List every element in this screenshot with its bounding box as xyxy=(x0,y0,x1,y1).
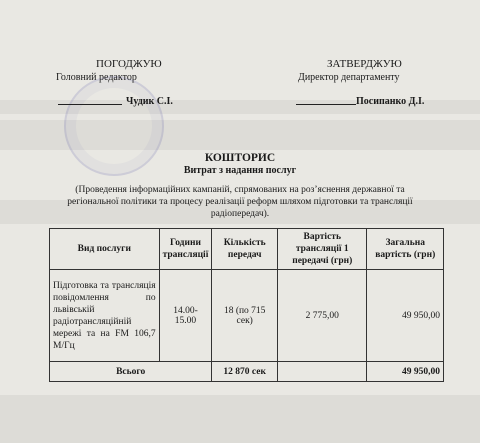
footer-empty xyxy=(278,362,367,382)
header-count: Кількість передач xyxy=(212,229,278,270)
table-footer-row xyxy=(50,362,444,382)
cell-hours: 14.00-15.00 xyxy=(159,270,212,362)
header-total: Загальна вартість (грн) xyxy=(367,229,444,270)
approval-left-position: Головний редактор xyxy=(56,72,137,83)
header-hours: Години трансляції xyxy=(159,229,212,270)
document-description: радіопередач). xyxy=(210,209,270,219)
approval-right-title: ЗАТВЕРДЖУЮ xyxy=(327,58,402,70)
document-description: регіональної політики та процесу реалізації реформ шляхом підготовки та трансляції xyxy=(67,197,413,207)
document-title: КОШТОРИС xyxy=(204,152,276,164)
table-header-row xyxy=(50,229,444,270)
signature-line-right xyxy=(296,104,356,105)
footer-total: 49 950,00 xyxy=(367,362,444,382)
approval-right-position: Директор департаменту xyxy=(298,72,400,83)
approval-left-signer: Чудик С.І. xyxy=(126,96,173,107)
footer-label: Всього xyxy=(50,362,212,382)
table-row xyxy=(50,270,444,362)
cell-service: Підготовка та трансляція повідомлення по львівській радіотрансляційній мережі та на FM 106,7 М/Гц xyxy=(50,270,160,362)
document-description: (Проведення інформаційних кампаній, спрямованих на роз’яснення державної та xyxy=(75,185,405,195)
cell-unit-price: 2 775,00 xyxy=(278,270,367,362)
cell-count: 18 (по 715 сек) xyxy=(212,270,278,362)
scan-band xyxy=(0,395,480,443)
cost-table xyxy=(49,228,444,382)
document-subtitle: Витрат з надання послуг xyxy=(183,165,297,176)
approval-right-signer: Посипанко Д.І. xyxy=(356,96,425,107)
footer-count: 12 870 сек xyxy=(212,362,278,382)
approval-left-title: ПОГОДЖУЮ xyxy=(96,58,162,70)
signature-line-left xyxy=(58,104,122,105)
header-service: Вид послуги xyxy=(50,229,160,270)
cell-total: 49 950,00 xyxy=(367,270,444,362)
header-unit-price: Вартість трансляції 1 передачі (грн) xyxy=(278,229,367,270)
